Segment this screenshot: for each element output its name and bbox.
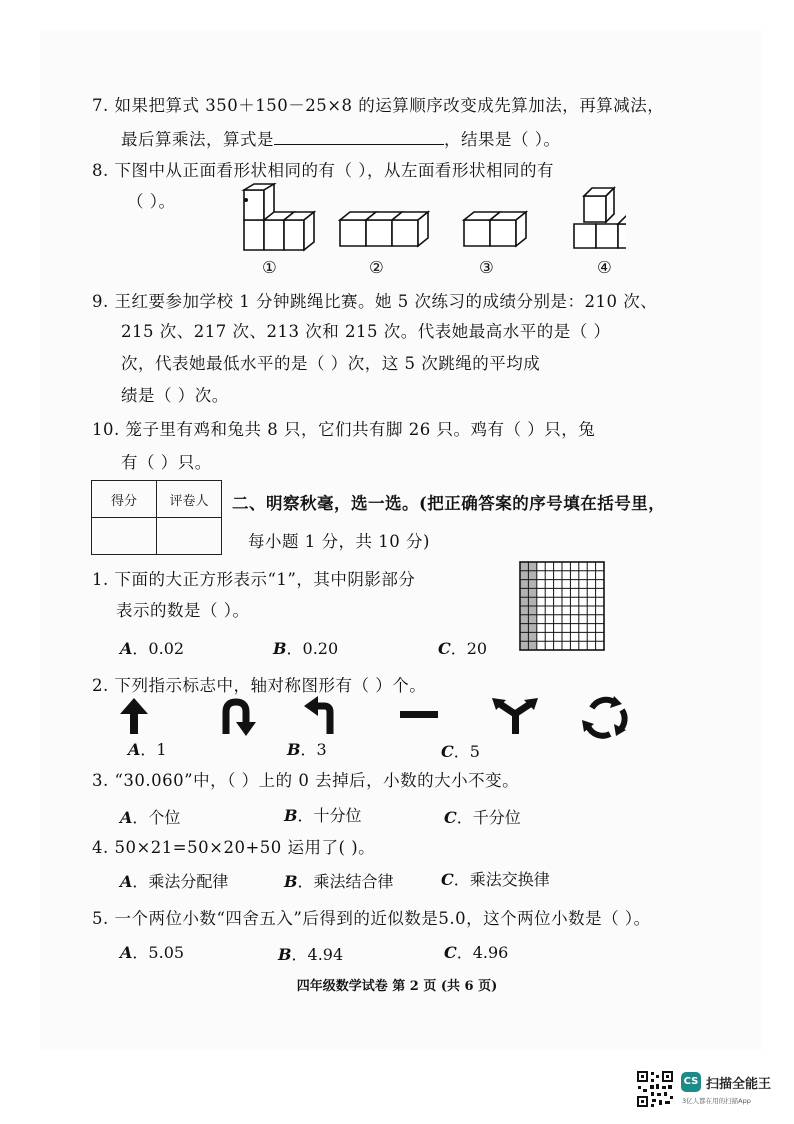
- cs-logo-icon: CS: [681, 1072, 701, 1092]
- s1-option-a[interactable]: A．0.02: [120, 639, 185, 658]
- turn-left-arrow-icon: [304, 696, 330, 734]
- section2-title: 二、明察秋毫，选一选。(把正确答案的序号填在括号里，: [232, 494, 666, 513]
- s3-line1: 3. “30.060”中，（ ）上的 0 去掉后，小数的大小不变。: [92, 771, 520, 790]
- s5-line1: 5. 一个两位小数“四舍五入”后得到的近似数是5.0，这个两位小数是（ ）。: [92, 909, 651, 928]
- s1-option-c[interactable]: C．20: [438, 639, 488, 658]
- cube-figure-2: [340, 212, 428, 246]
- up-arrow-icon: [120, 698, 148, 734]
- q7-line2: [121, 126, 561, 150]
- q9-line2: 215 次、217 次、213 次和 215 次。代表她最高水平的是（ ）: [121, 322, 611, 341]
- q9-line1: 9. 王红要参加学校 1 分钟跳绳比赛。她 5 次练习的成绩分别是：210 次、: [92, 292, 658, 311]
- fig-label-4: ④: [597, 258, 613, 277]
- s2-option-b[interactable]: B．3: [287, 740, 327, 759]
- fig-label-2: ②: [369, 258, 385, 277]
- q9-line4: 绩是（ ）次。: [121, 386, 229, 405]
- fig-label-3: ③: [479, 258, 495, 277]
- s2-option-a[interactable]: A．1: [128, 740, 167, 759]
- s4-option-b[interactable]: B．乘法结合律: [284, 872, 394, 891]
- s4-option-c[interactable]: C．乘法交换律: [441, 870, 550, 889]
- sign-icons: [108, 694, 648, 740]
- qr-code-icon: [636, 1070, 674, 1108]
- q7-line2b: ，结果是（ ）。: [444, 130, 561, 149]
- bar-sign-icon: [400, 711, 438, 718]
- q10-line1: 10. 笼子里有鸡和兔共 8 只，它们共有脚 26 只。鸡有（ ）只，兔: [92, 420, 596, 439]
- q7-line2a: 最后算乘法，算式是: [121, 130, 274, 149]
- s3-option-c[interactable]: C．千分位: [444, 808, 521, 827]
- s1-line2: 表示的数是（ ）。: [116, 601, 250, 620]
- s2-line1: 2. 下列指示标志中，轴对称图形有（ ）个。: [92, 676, 427, 695]
- q8-line1: 8. 下图中从正面看形状相同的有（ ），从左面看形状相同的有: [92, 161, 554, 180]
- score-table: [91, 480, 222, 555]
- s4-option-a[interactable]: A．乘法分配律: [120, 872, 229, 891]
- cube-figure-4: [574, 188, 626, 248]
- q7-answer-blank[interactable]: [274, 130, 444, 145]
- scanner-subtitle: 3亿人都在用的扫描App: [682, 1097, 751, 1105]
- score-header: 得分: [92, 481, 157, 518]
- s3-option-a[interactable]: A．个位: [120, 808, 181, 827]
- q10-line2: 有（ ）只。: [121, 453, 212, 472]
- s5-option-a[interactable]: A．5.05: [120, 943, 185, 962]
- cube-figure-1: [244, 184, 314, 250]
- s1-line1: 1. 下面的大正方形表示“1”，其中阴影部分: [92, 570, 416, 589]
- grader-header: 评卷人: [157, 481, 222, 518]
- fork-arrow-icon: [492, 698, 538, 734]
- fig-label-1: ①: [262, 258, 278, 277]
- page-footer: 四年级数学试卷 第 2 页 (共 6 页): [296, 979, 498, 994]
- cube-figures: [236, 182, 626, 274]
- q8-line2: （ ）。: [127, 192, 176, 211]
- q7-line1: 7. 如果把算式 350＋150－25×8 的运算顺序改变成先算加法，再算减法，: [92, 96, 665, 115]
- section2-subtitle: 每小题 1 分，共 10 分): [248, 532, 430, 551]
- s1-option-b[interactable]: B．0.20: [273, 639, 339, 658]
- q9-line3: 次，代表她最低水平的是（ ）次，这 5 次跳绳的平均成: [121, 354, 541, 373]
- s4-line1: 4. 50×21=50×20+50 运用了( )。: [92, 838, 376, 857]
- grader-cell[interactable]: [157, 518, 222, 555]
- grid-square-figure: [518, 560, 606, 652]
- s5-option-c[interactable]: C．4.96: [444, 943, 509, 962]
- s3-option-b[interactable]: B．十分位: [284, 806, 362, 825]
- score-cell[interactable]: [92, 518, 157, 555]
- cube-figure-3: [464, 212, 526, 246]
- s5-option-b[interactable]: B．4.94: [278, 945, 344, 964]
- s2-option-c[interactable]: C．5: [441, 742, 480, 761]
- scanner-title: 扫描全能王: [706, 1077, 772, 1092]
